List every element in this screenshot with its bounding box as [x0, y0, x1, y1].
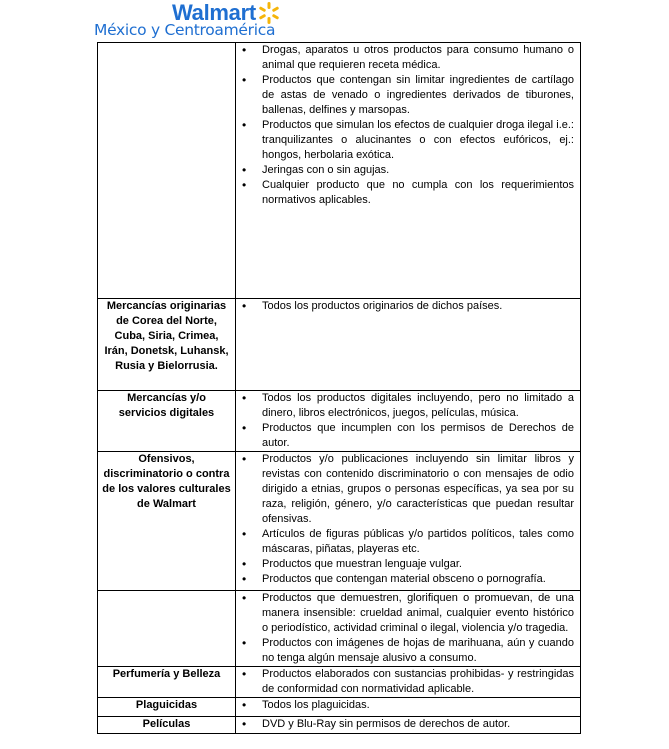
list-item: • Todos los productos originarios de dichos países.	[236, 299, 574, 314]
item-list	[236, 667, 574, 697]
list-item: • Productos que muestran lenguaje vulgar.	[236, 557, 574, 572]
item-list	[236, 698, 574, 713]
list-item: • Todos los plaguicidas.	[236, 698, 574, 713]
list-item: • Productos que contengan sin limitar ingredientes de cartílago de astas de venado o ingredientes derivados de tiburones, ballenas, delfines y marsopas.	[236, 73, 574, 118]
category-cell	[98, 591, 236, 667]
items-cell	[236, 452, 581, 591]
table-row	[98, 391, 581, 452]
category-cell: Películas	[98, 717, 236, 734]
item-list	[236, 452, 574, 587]
category-cell: Mercancías y/o servicios digitales	[98, 391, 236, 452]
list-item: • Productos y/o publicaciones incluyendo sin limitar libros y revistas con contenido discriminatorio o con mensajes de odio dirigido a etnias, grupos o personas específicas, ya sea por su raza, religión, género, y/o características que puedan resultar ofensivas.	[236, 452, 574, 527]
category-cell: Mercancías originarias de Corea del Norte, Cuba, Siria, Crimea, Irán, Donetsk, Luhansk, Rusia y Bielorrusia.	[98, 299, 236, 391]
items-cell	[236, 591, 581, 667]
list-item: • DVD y Blu-Ray sin permisos de derechos de autor.	[236, 717, 574, 732]
list-item: • Jeringas con o sin agujas.	[236, 163, 574, 178]
list-item: • Artículos de figuras públicas y/o partidos políticos, tales como máscaras, piñatas, playeras etc.	[236, 527, 574, 557]
list-item: • Productos que simulan los efectos de cualquier droga ilegal i.e.: tranquilizantes o alucinantes o con efectos eufóricos, ej.: hongos, herbolaria exótica.	[236, 118, 574, 163]
table-row	[98, 698, 581, 717]
items-cell	[236, 299, 581, 391]
table-row	[98, 667, 581, 698]
category-cell: Perfumería y Belleza	[98, 667, 236, 698]
table-row	[98, 717, 581, 734]
item-list	[236, 299, 574, 314]
list-item: • Productos elaborados con sustancias prohibidas- y restringidas de conformidad con normatividad aplicable.	[236, 667, 574, 697]
list-item: • Productos que contengan material obsceno o pornografía.	[236, 572, 574, 587]
item-list	[236, 391, 574, 451]
list-item: • Productos que incumplen con los permisos de Derechos de autor.	[236, 421, 574, 451]
item-list	[236, 717, 574, 732]
table-row	[98, 452, 581, 591]
list-item: • Drogas, aparatos u otros productos para consumo humano o animal que requieren receta médica.	[236, 43, 574, 73]
list-item: • Productos que demuestren, glorifiquen o promuevan, de una manera insensible: crueldad animal, cualquier evento histórico o periodístico, actividad criminal o ilegal, violencia y/o tragedia.	[236, 591, 574, 636]
table-row	[98, 43, 581, 299]
item-list	[236, 43, 574, 208]
items-cell	[236, 667, 581, 698]
brand-name: Walmart	[172, 0, 256, 25]
brand-subtitle: México y Centroamérica	[94, 21, 276, 39]
table-row	[98, 591, 581, 667]
prohibited-products-table	[97, 42, 581, 734]
walmart-logo	[94, 0, 314, 42]
items-cell	[236, 43, 581, 299]
item-list	[236, 591, 574, 666]
items-cell	[236, 391, 581, 452]
table-row	[98, 299, 581, 391]
list-item: • Cualquier producto que no cumpla con los requerimientos normativos aplicables.	[236, 178, 574, 208]
items-cell	[236, 717, 581, 734]
category-cell	[98, 43, 236, 299]
list-item: • Todos los productos digitales incluyendo, pero no limitado a dinero, libros electrónicos, juegos, películas, música.	[236, 391, 574, 421]
category-cell: Plaguicidas	[98, 698, 236, 717]
items-cell	[236, 698, 581, 717]
list-item: • Productos con imágenes de hojas de marihuana, aún y cuando no tenga algún mensaje alusivo a consumo.	[236, 636, 574, 666]
category-cell: Ofensivos, discriminatorio o contra de los valores culturales de Walmart	[98, 452, 236, 591]
